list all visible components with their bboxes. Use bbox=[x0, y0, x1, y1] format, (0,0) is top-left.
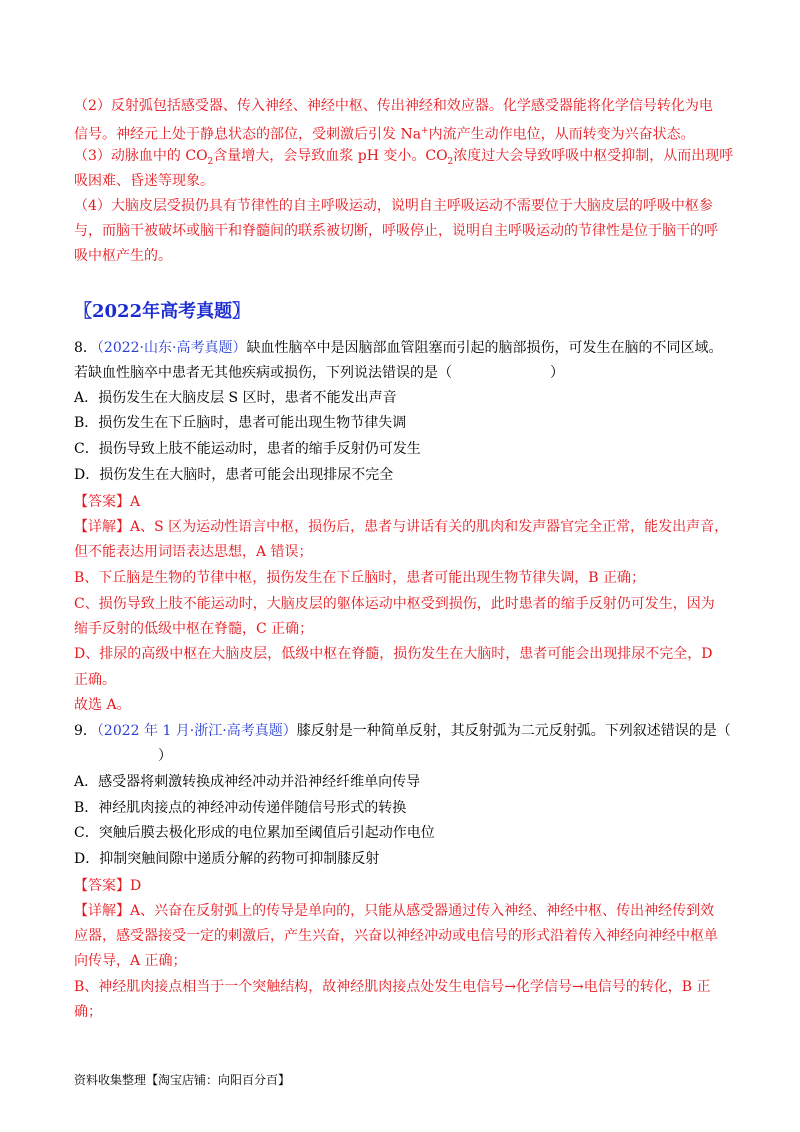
q8-explanation-line-4: C、损伤导致上肢不能运动时，大脑皮层的躯体运动中枢受到损伤，此时患者的缩手反射仍可发生，因为 bbox=[74, 596, 715, 612]
explanation-2-line-1: （2）反射弧包括感受器、传入神经、神经中枢、传出神经和效应器。化学感受器能将化学信号转化为电 bbox=[74, 98, 713, 114]
q8-option-d: D．损伤发生在大脑时，患者可能会出现排尿不完全 bbox=[74, 467, 394, 483]
q9-explanation-line-5: 确； bbox=[74, 1004, 102, 1020]
q9-option-b: B．神经肌肉接点的神经冲动传递伴随信号形式的转换 bbox=[74, 800, 407, 816]
q8-source: （2022·山东·高考真题） bbox=[96, 340, 247, 356]
q8-stem-line-2: 若缺血性脑卒中患者无其他疾病或损伤，下列说法错误的是（ ） bbox=[74, 365, 564, 381]
q8-option-c: C．损伤导致上肢不能运动时，患者的缩手反射仍可发生 bbox=[74, 441, 421, 457]
explanation-4-line-1: （4）大脑皮层受损仍具有节律性的自主呼吸运动，说明自主呼吸运动不需要位于大脑皮层的呼吸中枢参 bbox=[74, 198, 713, 214]
page-footer: 资料收集整理【淘宝店铺：向阳百分百】 bbox=[74, 1073, 291, 1087]
q8-answer: 【答案】A bbox=[74, 494, 141, 510]
explanation-4-line-2: 与，而脑干被破坏或脑干和脊髓间的联系被切断，呼吸停止，说明自主呼吸运动的节律性是位于脑干的呼 bbox=[74, 223, 718, 239]
q8-explanation-line-2: 但不能表达用词语表达思想，A 错误； bbox=[74, 544, 313, 560]
q8-explanation-line-8: 故选 A。 bbox=[74, 697, 131, 713]
q9-explanation-line-4: B、神经肌肉接点相当于一个突触结构，故神经肌肉接点处发生电信号→化学信号→电信号的转化，B 正 bbox=[74, 979, 711, 995]
explanation-3-line-1: （3）动脉血中的 $CO_2$含量增大，会导致血浆 pH 变小。$CO_2$浓度过大会导致呼吸中枢受抑制，从而出现呼 bbox=[74, 148, 734, 167]
q8-explanation-line-3: B、下丘脑是生物的节律中枢，损伤发生在下丘脑时，患者可能出现生物节律失调，B 正确； bbox=[74, 570, 646, 586]
section-heading: 〖2022年高考真题〗 bbox=[74, 301, 251, 322]
q9-source: （2022 年 1 月·浙江·高考真题） bbox=[96, 723, 297, 739]
q9-explanation-line-3: 向传导，A 正确； bbox=[74, 953, 187, 969]
q9-option-c: C．突触后膜去极化形成的电位累加至阈值后引起动作电位 bbox=[74, 825, 435, 841]
explanation-4-line-3: 吸中枢产生的。 bbox=[74, 248, 172, 264]
q9-explanation-line-1: 【详解】A、兴奋在反射弧上的传导是单向的，只能从感受器通过传入神经、神经中枢、传出神经传到效 bbox=[74, 903, 715, 919]
q9-explanation-line-2: 应器，感受器接受一定的刺激后，产生兴奋，兴奋以神经冲动或电信号的形式沿着传入神经向神经中枢单 bbox=[74, 928, 718, 944]
q8-stem-line-1: 8．（2022·山东·高考真题）缺血性脑卒中是因脑部血管阻塞而引起的脑部损伤，可发生在脑的不同区域。 bbox=[74, 340, 723, 356]
q8-explanation-line-6: D、排尿的高级中枢在大脑皮层，低级中枢在脊髓，损伤发生在大脑时，患者可能会出现排尿不完全，D bbox=[74, 646, 713, 662]
explanation-2-line-2: 信号。神经元上处于静息状态的部位，受刺激后引发 Na+内流产生动作电位，从而转变为兴奋状态。 bbox=[74, 126, 695, 143]
q8-explanation-line-1: 【详解】A、S 区为运动性语言中枢，损伤后，患者与讲话有关的肌肉和发声器官完全正常，能发出声音， bbox=[74, 519, 729, 535]
q8-explanation-line-5: 缩手反射的低级中枢在脊髓，C 正确； bbox=[74, 621, 314, 637]
q8-option-b: B．损伤发生在下丘脑时，患者可能出现生物节律失调 bbox=[74, 415, 407, 431]
q9-stem-line-2: ） bbox=[158, 748, 172, 764]
q8-explanation-line-7: 正确。 bbox=[74, 672, 116, 688]
q9-option-a: A．感受器将刺激转换成神经冲动并沿神经纤维单向传导 bbox=[74, 774, 421, 790]
q9-stem-line-1: 9．（2022 年 1 月·浙江·高考真题）膝反射是一种简单反射，其反射弧为二元反射弧。下列叙述错误的是（ bbox=[74, 723, 731, 739]
explanation-3-line-2: 吸困难、昏迷等现象。 bbox=[74, 173, 214, 189]
q8-option-a: A．损伤发生在大脑皮层 S 区时，患者不能发出声音 bbox=[74, 390, 397, 406]
q9-answer: 【答案】D bbox=[74, 878, 142, 894]
q9-option-d: D．抑制突触间隙中递质分解的药物可抑制膝反射 bbox=[74, 851, 380, 867]
